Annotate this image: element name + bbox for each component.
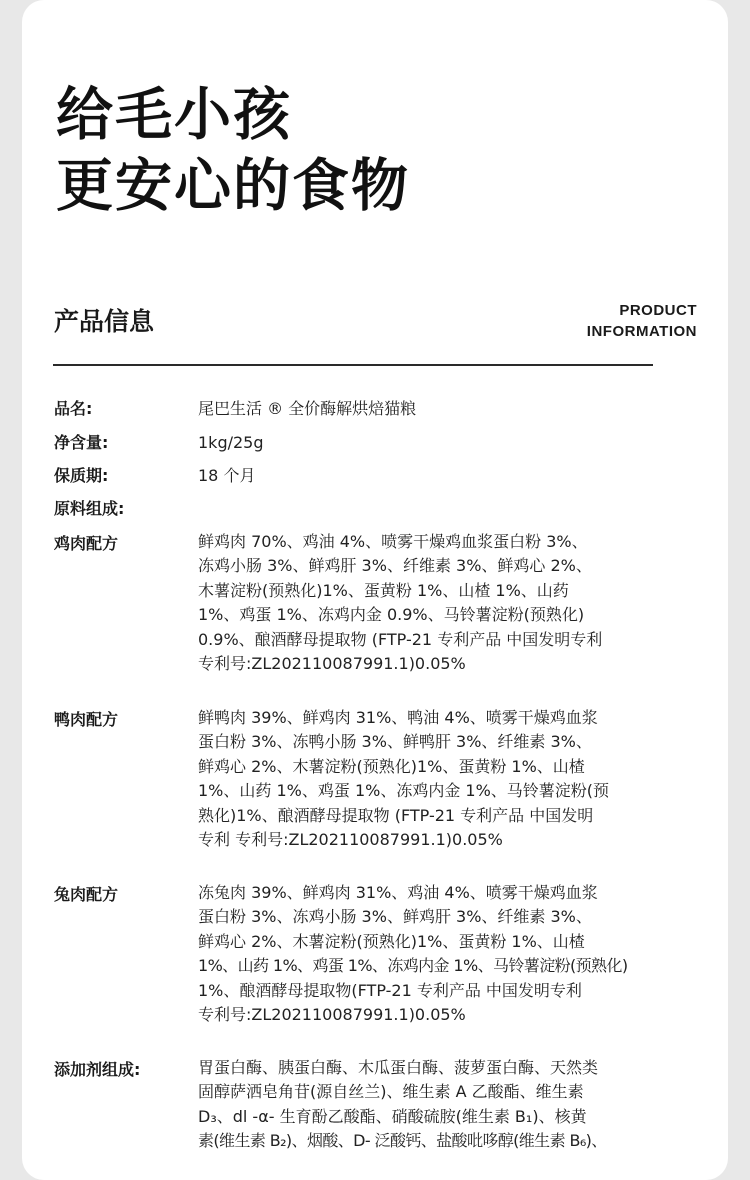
duck-line: 鲜鸭肉 39%、鲜鸡肉 31%、鸭油 4%、喷雾干燥鸡血浆 (198, 708, 598, 727)
additives-line: 素(维生素 B₂)、烟酸、D- 泛酸钙、盐酸吡哆醇(维生素 B₆)、 (198, 1131, 607, 1151)
rabbit-line: 1%、酿酒酵母提取物(FTP-21 专利产品 中国发明专利 (198, 980, 582, 1000)
chicken-line: 冻鸡小肠 3%、鲜鸡肝 3%、纤维素 3%、鲜鸡心 2%、 (198, 556, 592, 576)
rabbit-recipe-label: 兔肉配方 (54, 885, 119, 904)
duck-recipe-label: 鸭肉配方 (54, 710, 119, 729)
chicken-recipe-label: 鸡肉配方 (54, 534, 119, 553)
chicken-line: 鲜鸡肉 70%、鸡油 4%、喷雾干燥鸡血浆蛋白粉 3%、 (198, 532, 588, 551)
chicken-line: 1%、鸡蛋 1%、冻鸡内金 0.9%、马铃薯淀粉(预熟化) (198, 605, 585, 625)
section-title: 产品信息 (54, 307, 155, 336)
section-en-line-1: PRODUCT (619, 302, 697, 319)
rabbit-recipe-text (198, 881, 660, 1027)
chicken-line: 木薯淀粉(预熟化)1%、蛋黄粉 1%、山楂 1%、山药 (198, 580, 569, 600)
rabbit-line: 冻兔肉 39%、鲜鸡肉 31%、鸡油 4%、喷雾干燥鸡血浆 (198, 883, 598, 902)
net-weight-value: 1kg/25g (198, 433, 264, 452)
hero-line-1: 给毛小孩 (56, 82, 292, 148)
chicken-line: 0.9%、酿酒酵母提取物 (FTP-21 专利产品 中国发明专利 (198, 629, 603, 649)
section-title-en (587, 300, 697, 342)
rabbit-line: 鲜鸡心 2%、木薯淀粉(预熟化)1%、蛋黄粉 1%、山楂 (198, 931, 585, 951)
duck-line: 熟化)1%、酿酒酵母提取物 (FTP-21 专利产品 中国发明 (198, 805, 594, 825)
additives-line: 固醇萨洒皂角苷(源自丝兰)、维生素 A 乙酸酯、维生素 (198, 1082, 584, 1102)
additives-label: 添加剂组成: (54, 1060, 141, 1079)
section-en-line-2: INFORMATION (586, 323, 697, 340)
additives-line: D₃、dl -α- 生育酚乙酸酯、硝酸硫胺(维生素 B₁)、核黄 (198, 1106, 587, 1126)
duck-recipe-text (198, 706, 660, 852)
hero-headline (56, 80, 410, 222)
additives-text (198, 1056, 660, 1154)
rabbit-line: 专利号:ZL202110087991.1)0.05% (198, 1005, 466, 1025)
duck-line: 1%、山药 1%、鸡蛋 1%、冻鸡内金 1%、马铃薯淀粉(预 (198, 781, 610, 801)
duck-line: 鲜鸡心 2%、木薯淀粉(预熟化)1%、蛋黄粉 1%、山楂 (198, 756, 585, 776)
duck-line: 蛋白粉 3%、冻鸭小肠 3%、鲜鸭肝 3%、纤维素 3%、 (198, 732, 592, 752)
ingredients-label: 原料组成: (54, 499, 125, 518)
net-weight-label: 净含量: (54, 433, 109, 452)
shelf-life-value: 18 个月 (198, 466, 256, 485)
duck-line: 专利 专利号:ZL202110087991.1)0.05% (198, 830, 503, 850)
product-name-label: 品名: (54, 399, 93, 418)
chicken-recipe-text (198, 530, 660, 676)
additives-line: 胃蛋白酶、胰蛋白酶、木瓜蛋白酶、菠萝蛋白酶、天然类 (198, 1058, 599, 1077)
section-divider (53, 364, 653, 366)
hero-line-2: 更安心的食物 (56, 153, 410, 219)
shelf-life-label: 保质期: (54, 466, 109, 485)
product-name-value: 尾巴生活 ® 全价酶解烘焙猫粮 (198, 399, 417, 418)
rabbit-line: 1%、山药 1%、鸡蛋 1%、冻鸡内金 1%、马铃薯淀粉(预熟化) (198, 956, 628, 976)
chicken-line: 专利号:ZL202110087991.1)0.05% (198, 654, 466, 674)
rabbit-line: 蛋白粉 3%、冻鸡小肠 3%、鲜鸡肝 3%、纤维素 3%、 (198, 907, 592, 927)
